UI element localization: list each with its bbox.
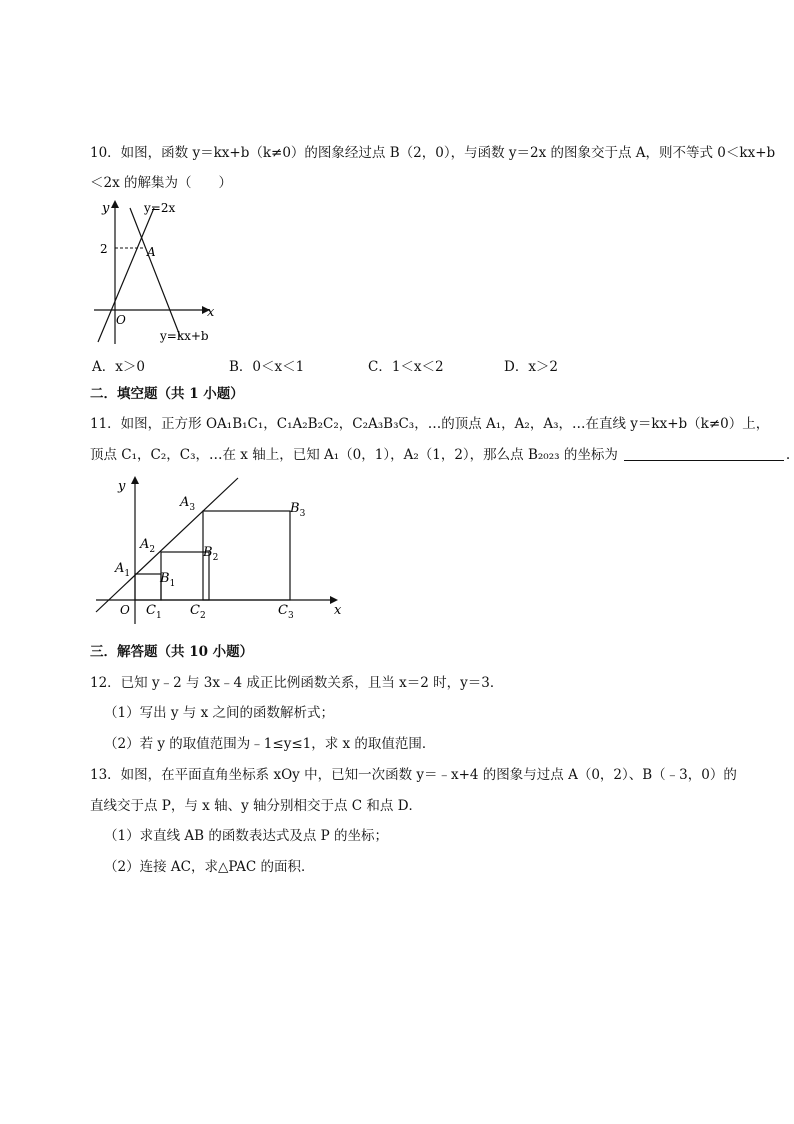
q11-a2-label: $A_2$: [140, 537, 156, 555]
q11-a1-label: $A_1$: [115, 561, 131, 579]
q10-option-d: D．x＞2: [504, 359, 559, 375]
q11-y-label: y: [118, 479, 126, 494]
q11-a3-label: $A_3$: [180, 495, 196, 513]
q10-y-label: y: [102, 201, 110, 216]
q11-line2-text: 顶点 C₁，C₂，C₃，…在 x 轴上，已知 A₁（0，1），A₂（1，2），那么点 B₂₀₂₃ 的坐标为: [90, 447, 618, 463]
q10-point-a-label: A: [147, 245, 156, 259]
q11-figure: [88, 474, 358, 626]
section3-heading: 三．解答题（共 10 小题）: [90, 644, 254, 660]
q11-b2-label: $B_2$: [203, 545, 219, 563]
q10-figure: [88, 196, 228, 348]
q13-text-line2: 直线交于点 P，与 x 轴、y 轴分别相交于点 C 和点 D．: [90, 798, 423, 814]
q10-x-label: x: [207, 305, 215, 320]
q13-sub1: （1）求直线 AB 的函数表达式及点 P 的坐标；: [104, 828, 389, 844]
section2-heading: 二．填空题（共 1 小题）: [90, 386, 244, 402]
q11-line: [96, 478, 238, 612]
q10-option-b: B．0＜x＜1: [229, 359, 305, 375]
q10-tick-2-label: 2: [100, 242, 108, 256]
q13-text-line1: 13．如图，在平面直角坐标系 xOy 中，已知一次函数 y＝﹣x+4 的图象与过点 A（0，2）、B（﹣3，0）的: [90, 767, 737, 783]
q10-line-2x-label: y=2x: [144, 201, 176, 215]
q10-origin-label: O: [116, 313, 126, 327]
q10-option-a: A．x＞0: [92, 359, 145, 375]
q11-square-1: [135, 574, 161, 600]
q10-text-line2: ＜2x 的解集为（ ）: [90, 175, 232, 191]
q10-option-c: C．1＜x＜2: [368, 359, 444, 375]
q12-sub2: （2）若 y 的取值范围为﹣1≤y≤1，求 x 的取值范围．: [104, 736, 436, 752]
q11-c3-label: $C_3$: [278, 603, 294, 621]
q11-b1-label: $B_1$: [160, 571, 176, 589]
q11-x-label: x: [334, 603, 342, 618]
q12-text-line1: 12．已知 y﹣2 与 3x﹣4 成正比例函数关系，且当 x＝2 时，y＝3．: [90, 675, 504, 691]
q11-text-line2: [90, 445, 790, 465]
q10-line-kxb-label: y=kx+b: [160, 329, 209, 343]
q11-c1-label: $C_1$: [146, 603, 162, 621]
q11-c2-label: $C_2$: [190, 603, 206, 621]
q10-line-2x: [98, 208, 154, 342]
q11-text-line1: 11．如图，正方形 OA₁B₁C₁，C₁A₂B₂C₂，C₂A₃B₃C₃，…的顶点 A₁，A₂，A₃，…在直线 y＝kx+b（k≠0）上，: [90, 416, 770, 432]
q11-line2-end: .: [785, 447, 791, 463]
q10-text-line1: 10．如图，函数 y＝kx+b（k≠0）的图象经过点 B（2，0），与函数 y＝2x 的图象交于点 A，则不等式 0＜kx+b: [90, 145, 776, 161]
q11-b3-label: $B_3$: [290, 501, 306, 519]
q11-origin-label: O: [120, 603, 130, 617]
q12-sub1: （1）写出 y 与 x 之间的函数解析式；: [104, 705, 334, 721]
q13-sub2: （2）连接 AC，求△PAC 的面积．: [104, 859, 315, 875]
q11-answer-blank[interactable]: [624, 446, 784, 461]
q10-line-kxb: [130, 208, 180, 336]
